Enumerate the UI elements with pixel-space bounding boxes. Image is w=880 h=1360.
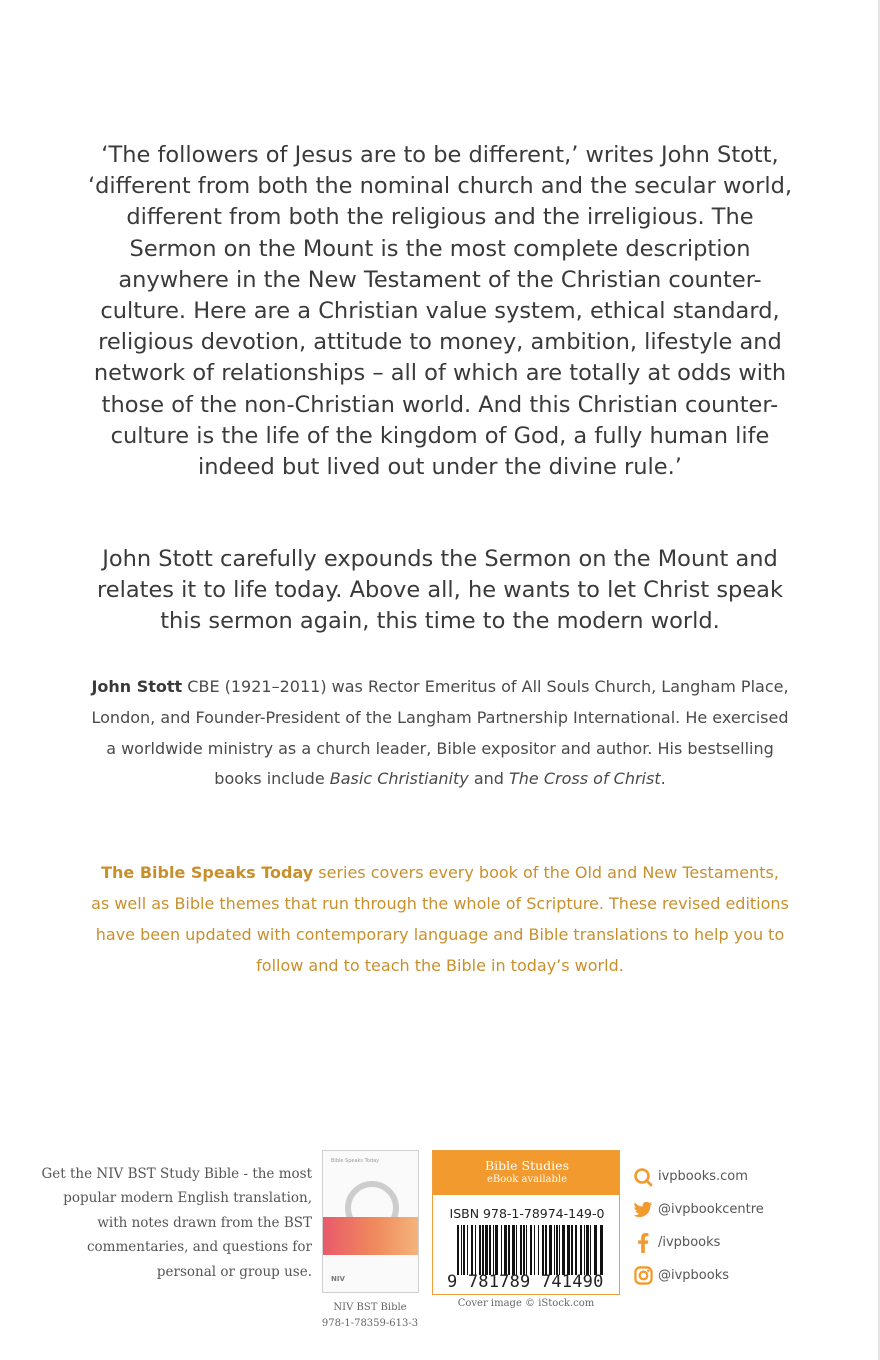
series-text: series covers every book of the Old and New Testaments, as well as Bible themes that run through the whole of Scripture. These revised editions have been updated with contemporary language and Bible translations to help you to follow and to teach the Bible in today’s world.	[91, 863, 789, 975]
blurb-summary: John Stott carefully expounds the Sermon on the Mount and relates it to life today. Above all, he wants to let Christ speak this sermon again, this time to the modern world.	[96, 546, 784, 635]
barcode-bar	[567, 1225, 570, 1275]
barcode-bar	[600, 1225, 603, 1275]
barcode-bar	[493, 1225, 494, 1275]
series-name: The Bible Speaks Today	[101, 863, 314, 882]
barcode-bar	[512, 1225, 515, 1275]
study-bible-cover	[322, 1150, 419, 1293]
barcode-bar	[530, 1225, 532, 1275]
barcode-bar	[542, 1225, 544, 1275]
barcode-bar	[489, 1225, 491, 1275]
barcode-bar	[461, 1225, 462, 1275]
barcode-bar	[471, 1225, 473, 1275]
study-bible-cover-title: Bible Speaks Today	[331, 1158, 380, 1164]
social-row-twitter	[632, 1193, 764, 1226]
social-text-instagram[interactable]: @ivpbooks	[658, 1268, 730, 1283]
barcode-bar	[545, 1225, 547, 1275]
barcode-bar	[571, 1225, 573, 1275]
study-bible-label: NIV BST Bible	[333, 1302, 407, 1313]
bio-text-1: CBE (1921–2011) was Rector Emeritus of All Souls Church, Langham Place, London, and Founder-President of the Langham Partnership International. He exercised a worldwide ministry as a church leader, Bible expositor and author. His bestselling books include	[91, 677, 789, 789]
study-bible-promo: Get the NIV BST Study Bible - the most popular modern English translation, with notes drawn from the BST commentaries, and questions for personal or group use.	[41, 1166, 312, 1280]
barcode-bar	[556, 1225, 558, 1275]
cover-gradient-band	[323, 1217, 418, 1255]
social-text-twitter[interactable]: @ivpbookcentre	[658, 1202, 764, 1217]
barcode-header-subtitle: eBook available	[487, 1174, 567, 1185]
author-name: John Stott	[91, 677, 183, 696]
barcode-bar	[467, 1225, 468, 1275]
social-links	[632, 1160, 764, 1292]
barcode-bar	[559, 1225, 560, 1275]
bio-book-2: The Cross of Christ	[509, 769, 661, 789]
barcode-bar	[479, 1225, 481, 1275]
bio-text-2: and	[468, 769, 510, 789]
barcode-bar	[501, 1225, 502, 1275]
author-bio	[90, 672, 790, 795]
barcode-bar	[516, 1225, 517, 1275]
facebook-icon	[632, 1232, 654, 1254]
search-icon	[632, 1166, 654, 1188]
barcode-bar	[575, 1225, 577, 1275]
barcode-bar	[482, 1225, 484, 1275]
barcode-bar	[504, 1225, 507, 1275]
social-row-website	[632, 1160, 764, 1193]
barcode-bar	[590, 1225, 591, 1275]
blurb-quote: ‘The followers of Jesus are to be different,’ writes John Stott, ‘different from both the nominal church and the secular world, different from both the religious and the irreligious. The Sermon on the Mount is the most complete description anywhere in the New Testament of the Christian counter-culture. Here are a Christian value system, ethical standard, religious devotion, attitude to money, ambition, lifestyle and network of relationships – all of which are totally at odds with those of the non-Christian world. And this Christian counter-culture is the life of the kingdom of God, a fully human life indeed but lived out under the divine rule.’	[87, 142, 793, 481]
instagram-icon	[632, 1265, 654, 1287]
social-text-facebook[interactable]: /ivpbooks	[658, 1235, 721, 1250]
barcode-bar	[580, 1225, 582, 1275]
barcode-header	[433, 1151, 620, 1195]
barcode-bar	[520, 1225, 522, 1275]
barcode	[457, 1225, 605, 1275]
barcode-bar	[594, 1225, 597, 1275]
social-row-facebook	[632, 1226, 764, 1259]
barcode-bar	[523, 1225, 525, 1275]
barcode-bar	[495, 1225, 498, 1275]
barcode-bar	[475, 1225, 476, 1275]
barcode-bar	[457, 1225, 459, 1275]
bio-text-3: .	[660, 769, 666, 789]
study-bible-isbn: 978-1-78359-613-3	[321, 1318, 419, 1329]
series-description	[90, 857, 790, 981]
study-bible-cover-niv: NIV	[331, 1275, 345, 1283]
barcode-box	[432, 1150, 620, 1295]
cover-credit: Cover image © iStock.com	[457, 1298, 595, 1309]
barcode-bar	[463, 1225, 465, 1275]
barcode-bar	[508, 1225, 510, 1275]
social-text-website[interactable]: ivpbooks.com	[658, 1169, 748, 1184]
barcode-bar	[526, 1225, 527, 1275]
isbn-text: ISBN 978-1-78974-149-0	[449, 1206, 605, 1221]
barcode-bar	[538, 1225, 539, 1275]
barcode-bar	[485, 1225, 488, 1275]
barcode-bar	[549, 1225, 552, 1275]
barcode-bar	[554, 1225, 555, 1275]
study-bible-caption	[310, 1300, 430, 1332]
barcode-bar	[562, 1225, 565, 1275]
twitter-icon	[632, 1199, 654, 1221]
barcode-digits: 9 781789 741490	[447, 1272, 604, 1292]
barcode-bar	[534, 1225, 535, 1275]
barcode-bar	[584, 1225, 585, 1275]
bio-book-1: Basic Christianity	[329, 769, 469, 789]
barcode-header-title: Bible Studies	[484, 1158, 569, 1173]
barcode-bar	[586, 1225, 589, 1275]
social-row-instagram	[632, 1259, 764, 1292]
